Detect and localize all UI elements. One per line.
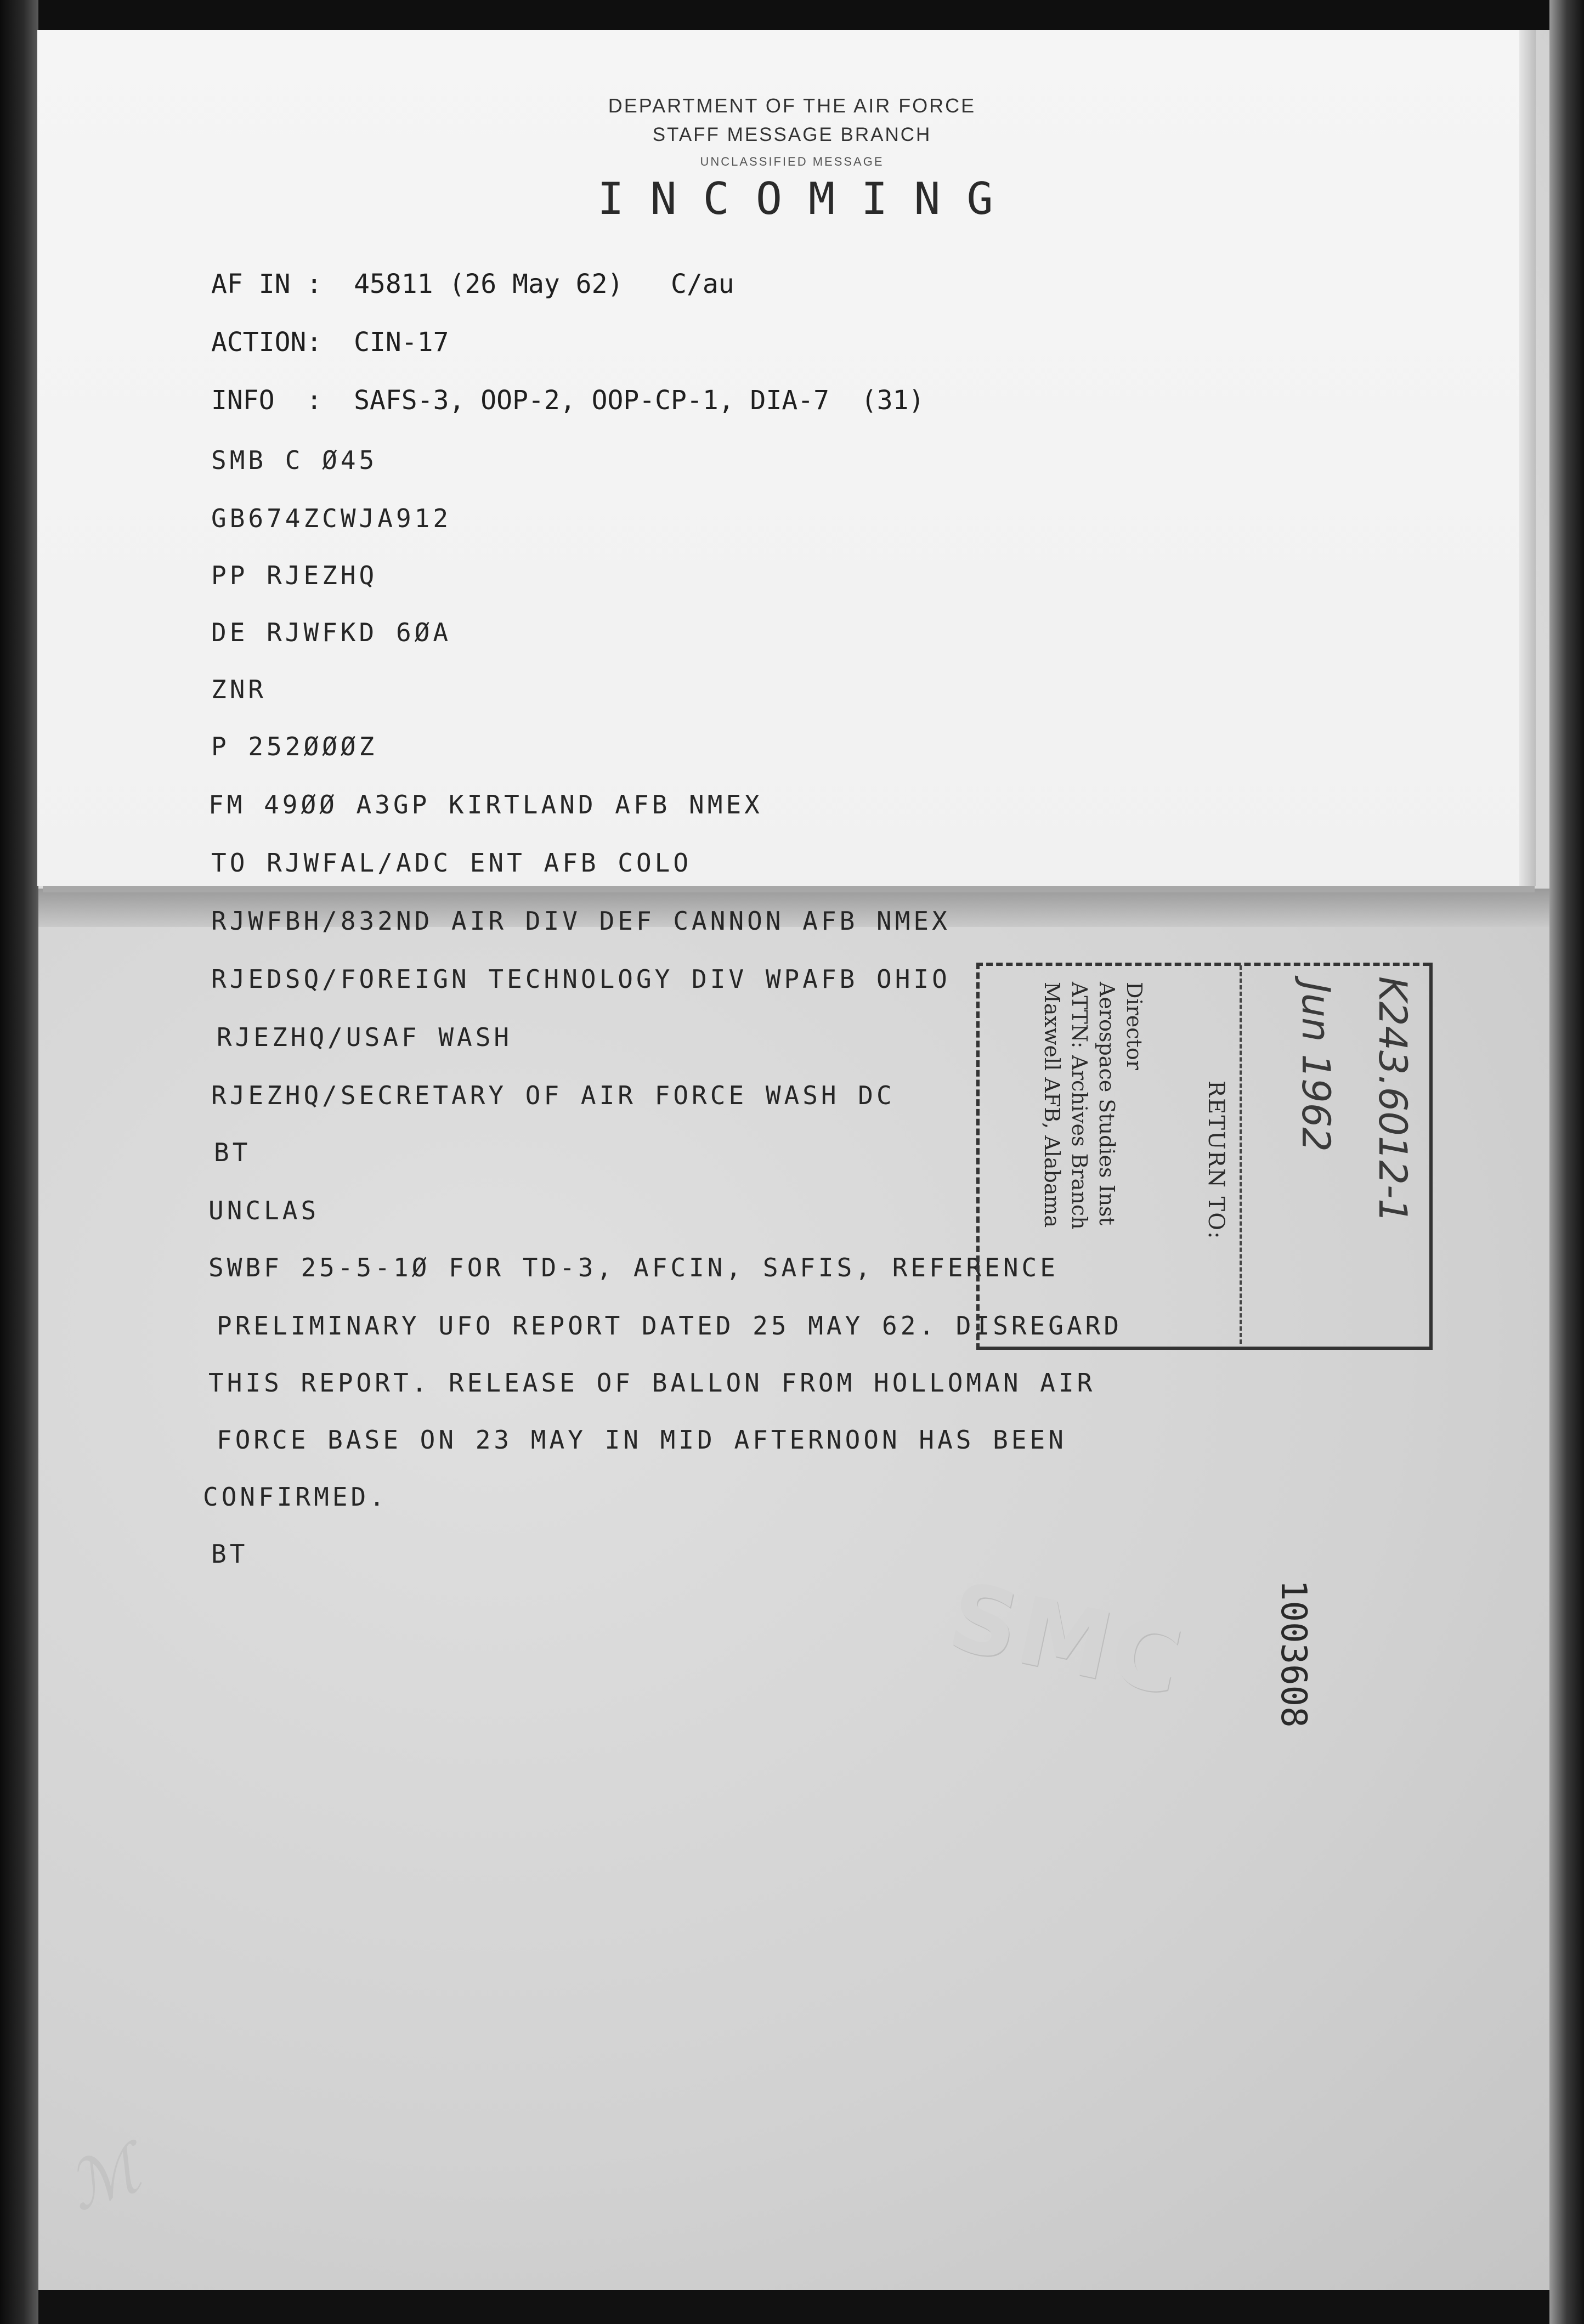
film-edge-right: [1549, 0, 1584, 2324]
msg-line-addressee-4: RJEZHQ/SECRETARY OF AIR FORCE WASH DC: [211, 1081, 895, 1110]
msg-body-line-4: FORCE BASE ON 23 MAY IN MID AFTERNOON HAS BEEN: [217, 1425, 1067, 1455]
film-edge-bottom: [0, 2290, 1584, 2324]
msg-line-addressee-3: RJEZHQ/USAF WASH: [217, 1022, 513, 1052]
msg-line-dtg: P 252ØØØZ: [211, 732, 378, 761]
handwritten-call-number: K243.6012-1: [1370, 976, 1415, 1223]
classification-label: UNCLASSIFIED MESSAGE: [700, 155, 884, 168]
msg-line-bt-2: BT: [211, 1539, 248, 1569]
msg-line-znr: ZNR: [211, 675, 267, 704]
msg-line-unclas: UNCLAS: [208, 1196, 320, 1225]
msg-line-precedence: PP RJEZHQ: [211, 561, 378, 590]
document-number: 1003608: [1273, 1580, 1314, 1728]
return-stamp-divider: [1240, 965, 1242, 1344]
msg-line-addressee-2: RJEDSQ/FOREIGN TECHNOLOGY DIV WPAFB OHIO: [211, 964, 951, 994]
msg-body-line-1: SWBF 25-5-1Ø FOR TD-3, AFCIN, SAFIS, REFERENCE: [208, 1253, 1059, 1282]
af-in-line: AF IN : 45811 (26 May 62) C/au: [211, 269, 734, 299]
msg-line-from: FM 49ØØ A3GP KIRTLAND AFB NMEX: [208, 790, 763, 819]
film-edge-top: [0, 0, 1584, 30]
msg-line-bt-1: BT: [214, 1138, 251, 1167]
action-line: ACTION: CIN-17: [211, 327, 449, 358]
return-address-line-4: Maxwell AFB, Alabama: [1040, 982, 1064, 1228]
info-line: INFO : SAFS-3, OOP-2, OOP-CP-1, DIA-7 (31): [211, 385, 925, 416]
msg-line-serial: GB674ZCWJA912: [211, 504, 452, 533]
return-address-line-1: Director: [1122, 982, 1146, 1070]
msg-line-smb: SMB C Ø45: [211, 445, 378, 475]
msg-line-de: DE RJWFKD 6ØA: [211, 618, 452, 647]
smc-watermark: SMC: [940, 1562, 1193, 1717]
handwritten-date: Jun 1962: [1293, 982, 1338, 1152]
msg-body-line-5: CONFIRMED.: [203, 1482, 388, 1512]
msg-body-line-2: PRELIMINARY UFO REPORT DATED 25 MAY 62. DISREGARD: [217, 1311, 1123, 1341]
faint-ghost-mark: ℳ: [58, 2130, 150, 2226]
msg-line-to: TO RJWFAL/ADC ENT AFB COLO: [211, 848, 692, 878]
msg-body-line-3: THIS REPORT. RELEASE OF BALLON FROM HOLLOMAN AIR: [208, 1368, 1096, 1398]
return-stamp-title: RETURN TO:: [1203, 1081, 1229, 1240]
msg-line-addressee-1: RJWFBH/832ND AIR DIV DEF CANNON AFB NMEX: [211, 906, 951, 936]
film-edge-left: [0, 0, 38, 2324]
department-heading: DEPARTMENT OF THE AIR FORCE: [608, 94, 976, 117]
return-address-line-3: ATTN: Archives Branch: [1067, 982, 1091, 1230]
return-address-line-2: Aerospace Studies Inst: [1095, 982, 1119, 1225]
incoming-title: INCOMING: [597, 173, 1020, 224]
branch-heading: STAFF MESSAGE BRANCH: [652, 124, 932, 145]
